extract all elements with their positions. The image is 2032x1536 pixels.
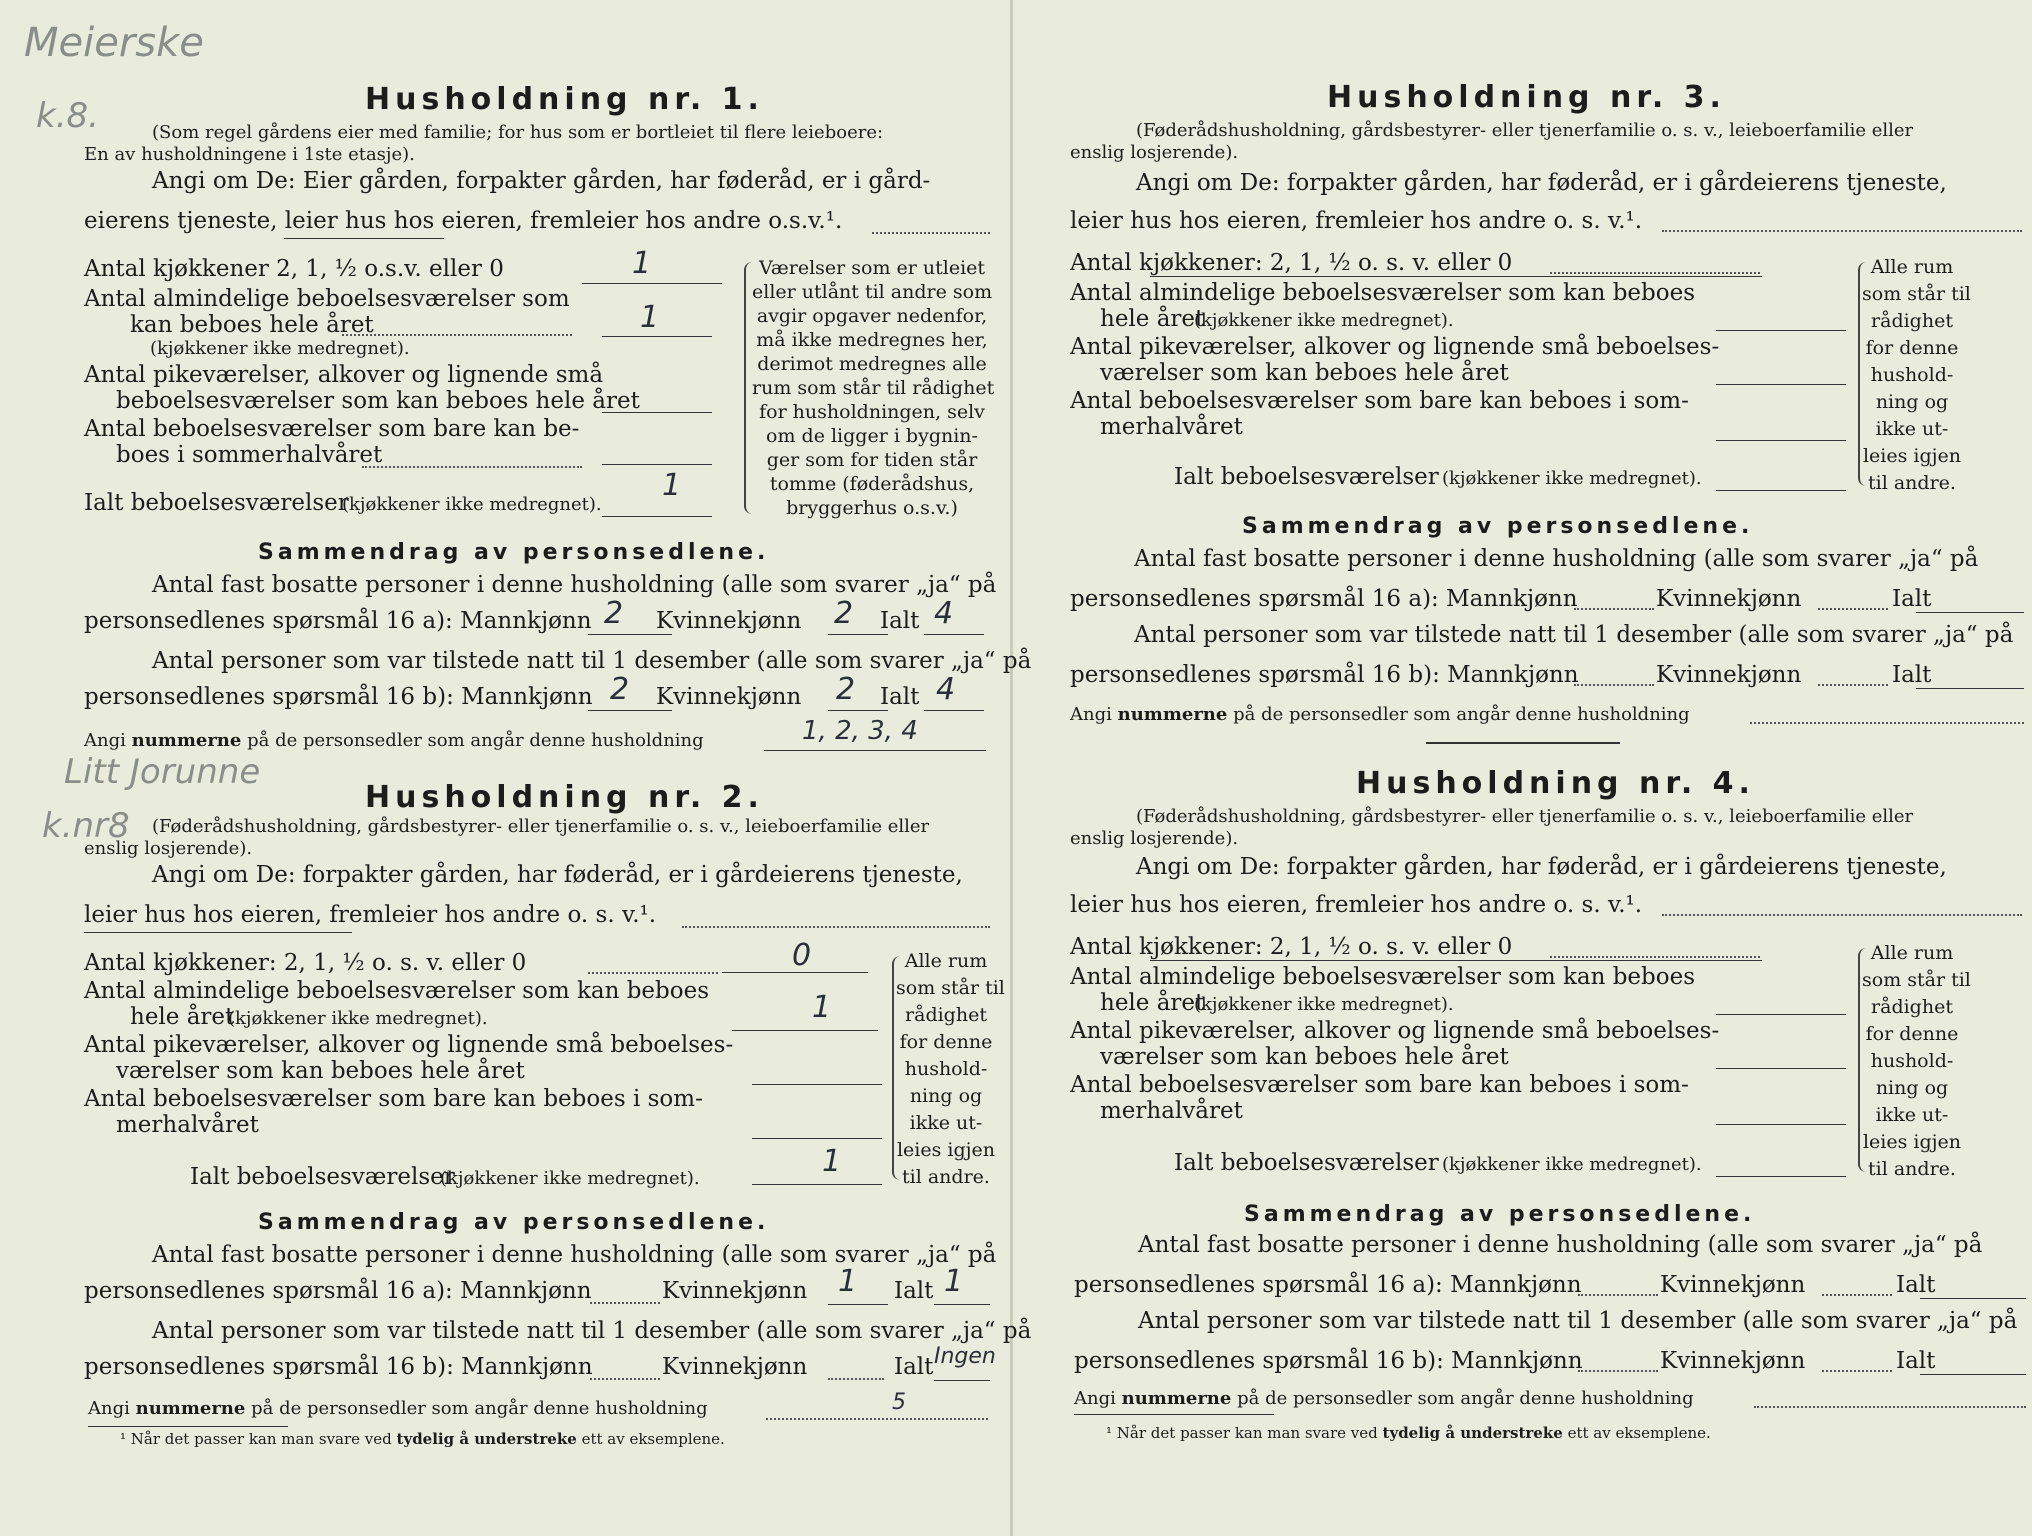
note-line: tomme (føderådshus, [769, 473, 975, 495]
total-rooms-value: 1 [662, 468, 682, 503]
fill-line [1716, 1068, 1846, 1069]
rooms-label: kan beboes hele året [130, 312, 374, 338]
total-rooms-note: (kjøkkener ikke medregnet). [1442, 468, 1702, 489]
rooms-label: Antal almindelige beboelsesværelser som kan beboes [1070, 964, 1696, 990]
left-page [22, 0, 1032, 1536]
total-rooms-note: (kjøkkener ikke medregnet). [342, 494, 602, 515]
fill-line [1716, 440, 1846, 441]
fill-line [590, 1302, 660, 1304]
summary-text: Antal fast bosatte personer i denne husholdning (alle som svarer „ja“ på [152, 1242, 997, 1268]
summary-text: personsedlenes spørsmål 16 a): Mannkjønn [84, 1278, 592, 1304]
fill-line [1150, 276, 1762, 277]
fill-line [1716, 490, 1846, 491]
summary-title: Sammendrag av personsedlene. [258, 540, 770, 565]
rooms-label: hele året [1100, 306, 1205, 332]
fill-line [1716, 1124, 1846, 1125]
fill-line [934, 1304, 990, 1305]
underline-mark [84, 932, 352, 933]
note-line: rum som står til rådighet [752, 377, 995, 399]
summer-rooms-label: Antal beboelsesværelser som bare kan beboes i som- [84, 1086, 703, 1112]
numbers-text: på de personsedler som angår denne husholdning [1233, 704, 1690, 725]
fill-line [1550, 956, 1760, 958]
female-label: Kvinnekjønn [662, 1278, 808, 1304]
margin-note: k.8. [36, 96, 99, 136]
footnote-keyword: tydelig å understreke [396, 1430, 577, 1448]
side-note [896, 948, 1005, 1191]
numbers-text: på de personsedler som angår denne husholdning [1237, 1388, 1694, 1409]
total-label: Ialt [880, 684, 920, 710]
summary-text: personsedlenes spørsmål 16 b): Mannkjønn [84, 684, 593, 710]
numbers-label [1070, 704, 1690, 725]
note-line: derimot medregnes alle [757, 353, 987, 375]
total-rooms-label: Ialt beboelsesværelser [190, 1164, 455, 1190]
summary-text: personsedlenes spørsmål 16 a): Mannkjønn [1070, 586, 1578, 612]
fill-line [602, 412, 712, 413]
fill-line [1550, 272, 1760, 274]
fill-line [1750, 722, 2024, 724]
fill-line [828, 634, 888, 635]
numbers-text: Angi [1074, 1388, 1116, 1409]
rooms-label: hele året [1100, 990, 1205, 1016]
small-rooms-label: Antal pikeværelser, alkover og lignende små [84, 362, 604, 388]
small-rooms-label: værelser som kan beboes hele året [1100, 1044, 1509, 1070]
fill-line [934, 1380, 990, 1381]
margin-note: Meierske [24, 20, 204, 66]
note-line: som står til [1862, 283, 1971, 305]
household-3-intro: (Føderådshusholdning, gårdsbestyrer- eller tjenerfamilie o. s. v., leieboerfamilie eller [1136, 120, 1914, 141]
numbers-value: 1, 2, 3, 4 [802, 716, 918, 746]
footnote-text: ett av eksemplene. [1567, 1424, 1711, 1442]
fill-line [1150, 960, 1762, 961]
margin-note: k.nr8 [42, 806, 130, 846]
fill-line [752, 1184, 882, 1185]
angi-text: Angi om De: Eier gården, forpakter gården, har føderåd, er i gård- [152, 168, 931, 194]
summary-text: Antal fast bosatte personer i denne husholdning (alle som svarer „ja“ på [152, 572, 997, 598]
summary-text: personsedlenes spørsmål 16 b): Mannkjønn [1070, 662, 1579, 688]
numbers-value: 5 [892, 1390, 906, 1415]
angi-text: leier hus hos eieren, fremleier hos andre o. s. v.¹. [1070, 892, 1643, 918]
rooms-label: Antal almindelige beboelsesværelser som [84, 286, 570, 312]
fill-line [588, 972, 718, 974]
right-page [1050, 0, 2018, 1536]
total-rooms-label: Ialt beboelsesværelser [84, 490, 349, 516]
household-3-title: Husholdning nr. 3. [1327, 80, 1726, 115]
household-4-intro: enslig losjerende). [1070, 828, 1239, 849]
small-rooms-label: beboelsesværelser som kan beboes hele året [116, 388, 640, 414]
household-2-intro: (Føderådshusholdning, gårdsbestyrer- eller tjenerfamilie o. s. v., leieboerfamilie eller [152, 816, 930, 837]
fill-line [1754, 1406, 2026, 1408]
female-label: Kvinnekjønn [662, 1354, 808, 1380]
fill-line [682, 926, 990, 928]
summer-rooms-label: merhalvåret [1100, 1098, 1243, 1124]
note-line: til andre. [1868, 472, 1956, 494]
summer-rooms-label: Antal beboelsesværelser som bare kan beboes i som- [1070, 1072, 1689, 1098]
household-2-title: Husholdning nr. 2. [365, 780, 764, 815]
female-label: Kvinnekjønn [1656, 662, 1802, 688]
note-line: leies igjen [1862, 1131, 1962, 1153]
footnote-keyword: tydelig å understreke [1382, 1424, 1563, 1442]
summary-text: personsedlenes spørsmål 16 a): Mannkjønn [84, 608, 592, 634]
fill-line [1822, 1370, 1892, 1372]
numbers-text: på de personsedler som angår denne husholdning [251, 1398, 708, 1419]
total-label: Ialt [880, 608, 920, 634]
fill-line [828, 1304, 888, 1305]
kitchens-label: Antal kjøkkener: 2, 1, ½ o. s. v. eller 0 [1070, 934, 1513, 960]
rooms-note: (kjøkkener ikke medregnet). [150, 338, 410, 359]
household-4-title: Husholdning nr. 4. [1356, 766, 1755, 801]
fill-line [590, 1378, 660, 1380]
fill-line [1920, 1374, 2026, 1375]
household-1-intro: En av husholdningene i 1ste etasje). [84, 144, 415, 165]
note-line: for denne [1865, 1023, 1959, 1045]
summary-text: Antal personer som var tilstede natt til 1 desember (alle som svarer „ja“ på [152, 648, 1032, 674]
note-line: må ikke medregnes her, [756, 329, 988, 351]
numbers-label [84, 730, 704, 751]
fill-line [1822, 1294, 1892, 1296]
kitchens-value: 1 [632, 246, 652, 281]
numbers-keyword: nummerne [1117, 704, 1228, 725]
total-rooms-value: 1 [822, 1144, 842, 1179]
angi-text: leier hus hos eieren, fremleier hos andre o. s. v.¹. [1070, 208, 1643, 234]
female-label: Kvinnekjønn [656, 608, 802, 634]
note-line: Værelser som er utleiet [758, 257, 986, 279]
fill-line [1716, 1014, 1846, 1015]
note-line: ning og [1875, 391, 1949, 413]
kitchens-label: Antal kjøkkener: 2, 1, ½ o. s. v. eller 0 [84, 950, 527, 976]
summary-text: personsedlenes spørsmål 16 b): Mannkjønn [1074, 1348, 1583, 1374]
summer-rooms-label: Antal beboelsesværelser som bare kan beboes i som- [1070, 388, 1689, 414]
summary-title: Sammendrag av personsedlene. [1242, 514, 1754, 539]
fill-line [602, 464, 712, 465]
household-2-intro: enslig losjerende). [84, 838, 253, 859]
small-rooms-label: Antal pikeværelser, alkover og lignende små beboelses- [84, 1032, 734, 1058]
summary-text: Antal fast bosatte personer i denne husholdning (alle som svarer „ja“ på [1138, 1232, 1983, 1258]
angi-text: Angi om De: forpakter gården, har føderåd, er i gårdeierens tjeneste, [1136, 854, 1947, 880]
male-count: 2 [610, 672, 630, 707]
summer-rooms-label: merhalvåret [1100, 414, 1243, 440]
fill-line [924, 634, 984, 635]
total-count: 4 [934, 596, 954, 631]
small-rooms-label: Antal pikeværelser, alkover og lignende små beboelses- [1070, 1018, 1720, 1044]
summary-text: Antal personer som var tilstede natt til 1 desember (alle som svarer „ja“ på [152, 1318, 1032, 1344]
footnote-rule [1074, 1414, 1274, 1415]
fill-line [1716, 330, 1846, 331]
fill-line [1574, 608, 1654, 610]
total-rooms-note: (kjøkkener ikke medregnet). [440, 1168, 700, 1189]
note-line: som står til [1862, 969, 1971, 991]
numbers-keyword: nummerne [135, 1398, 246, 1419]
summary-text: Antal personer som var tilstede natt til 1 desember (alle som svarer „ja“ på [1138, 1308, 2018, 1334]
fill-line [732, 1030, 878, 1031]
angi-text: Angi om De: forpakter gården, har føderåd, er i gårdeierens tjeneste, [152, 862, 963, 888]
note-line: om de ligger i bygnin- [766, 425, 978, 447]
note-line: leies igjen [1862, 445, 1962, 467]
fill-line [1818, 608, 1888, 610]
note-line: rådighet [1871, 310, 1953, 332]
note-line: rådighet [905, 1004, 987, 1026]
male-count: 2 [604, 596, 624, 631]
angi-text: Angi om De: forpakter gården, har føderåd, er i gårdeierens tjeneste, [1136, 170, 1947, 196]
fill-line [362, 466, 582, 468]
note-line: leies igjen [896, 1139, 996, 1161]
numbers-label [88, 1398, 708, 1419]
household-4-intro: (Føderådshusholdning, gårdsbestyrer- eller tjenerfamilie o. s. v., leieboerfamilie eller [1136, 806, 1914, 827]
note-line: eller utlånt til andre som [752, 281, 993, 303]
angi-text: eierens tjeneste, leier hus hos eieren, fremleier hos andre o.s.v.¹. [84, 208, 843, 234]
numbers-label [1074, 1388, 1694, 1409]
fill-line [828, 1378, 884, 1380]
fill-line [602, 516, 712, 517]
summer-rooms-label: Antal beboelsesværelser som bare kan be- [84, 416, 580, 442]
underline-mark [284, 238, 444, 239]
summary-text: Antal personer som var tilstede natt til 1 desember (alle som svarer „ja“ på [1134, 622, 2014, 648]
total-label: Ialt [1892, 662, 1932, 688]
fill-line [752, 1138, 882, 1139]
female-count: 2 [834, 596, 854, 631]
total-rooms-label: Ialt beboelsesværelser [1174, 464, 1439, 490]
angi-text: leier hus hos eieren, fremleier hos andre o. s. v.¹. [84, 902, 657, 928]
fill-line [1916, 612, 2024, 613]
total-rooms-label: Ialt beboelsesværelser [1174, 1150, 1439, 1176]
fill-line [1716, 384, 1846, 385]
numbers-text: Angi [84, 730, 126, 751]
household-3-intro: enslig losjerende). [1070, 142, 1239, 163]
summary-text: personsedlenes spørsmål 16 a): Mannkjønn [1074, 1272, 1582, 1298]
total-count: 4 [936, 672, 956, 707]
fill-line [342, 334, 572, 336]
total-label: Ialt [1896, 1348, 1936, 1374]
summary-title: Sammendrag av personsedlene. [1244, 1202, 1756, 1227]
numbers-text: Angi [88, 1398, 130, 1419]
female-label: Kvinnekjønn [656, 684, 802, 710]
note-line: ger som for tiden står [766, 449, 978, 471]
total-label: Ialt [894, 1278, 934, 1304]
margin-note: Litt Jorunne [64, 752, 261, 792]
page-fold [1010, 0, 1013, 1536]
fill-line [582, 283, 722, 284]
numbers-text: Angi [1070, 704, 1112, 725]
note-line: som står til [896, 977, 1005, 999]
fill-line [1662, 230, 2022, 232]
female-count: 1 [838, 1264, 858, 1299]
kitchens-label: Antal kjøkkener 2, 1, ½ o.s.v. eller 0 [84, 256, 504, 282]
fill-line [1920, 1298, 2026, 1299]
summary-text: personsedlenes spørsmål 16 b): Mannkjønn [84, 1354, 593, 1380]
fill-line [1662, 914, 2022, 916]
note-line: for husholdningen, selv [759, 401, 985, 423]
rooms-note: (kjøkkener ikke medregnet). [1194, 994, 1454, 1015]
total-label: Ialt [1892, 586, 1932, 612]
fill-line [588, 710, 672, 711]
rooms-value: 1 [640, 300, 660, 335]
footnote-text: ¹ Når det passer kan man svare ved [120, 1430, 392, 1448]
household-1-title: Husholdning nr. 1. [365, 82, 764, 117]
side-note [1862, 254, 1971, 497]
total-label: Ialt [894, 1354, 934, 1380]
note-line: hushold- [904, 1058, 988, 1080]
summary-title: Sammendrag av personsedlene. [258, 1210, 770, 1235]
footnote-rule [88, 1426, 288, 1427]
note-line: rådighet [1871, 996, 1953, 1018]
fill-line [872, 232, 990, 234]
note-line: til andre. [902, 1166, 990, 1188]
female-count: 2 [836, 672, 856, 707]
note-line: Alle rum [1870, 256, 1954, 278]
total-label: Ialt [1896, 1272, 1936, 1298]
kitchens-value: 0 [792, 938, 812, 973]
rooms-note: (kjøkkener ikke medregnet). [1194, 310, 1454, 331]
fill-line [766, 1418, 988, 1420]
note-line: ikke ut- [1875, 418, 1949, 440]
female-label: Kvinnekjønn [1656, 586, 1802, 612]
total-rooms-note: (kjøkkener ikke medregnet). [1442, 1154, 1702, 1175]
summary-text: Antal fast bosatte personer i denne husholdning (alle som svarer „ja“ på [1134, 546, 1979, 572]
summer-rooms-label: merhalvåret [116, 1112, 259, 1138]
small-rooms-label: værelser som kan beboes hele året [1100, 360, 1509, 386]
note-line: ikke ut- [909, 1112, 983, 1134]
fill-line [1578, 1370, 1658, 1372]
note-line: til andre. [1868, 1158, 1956, 1180]
side-note [752, 256, 995, 520]
fill-line [1916, 688, 2024, 689]
rooms-note: (kjøkkener ikke medregnet). [228, 1008, 488, 1029]
numbers-keyword: nummerne [1121, 1388, 1232, 1409]
side-note [1862, 940, 1971, 1183]
fill-line [1818, 684, 1888, 686]
note-line: ning og [1875, 1077, 1949, 1099]
total-count: 1 [944, 1264, 964, 1299]
fill-line [924, 710, 984, 711]
note-line: hushold- [1870, 1050, 1954, 1072]
fill-line [1574, 684, 1654, 686]
fill-line [1578, 1294, 1658, 1296]
fill-line [602, 336, 712, 337]
numbers-keyword: nummerne [131, 730, 242, 751]
footnote-text: ett av eksemplene. [581, 1430, 725, 1448]
kitchens-label: Antal kjøkkener: 2, 1, ½ o. s. v. eller 0 [1070, 250, 1513, 276]
note-line: ikke ut- [1875, 1104, 1949, 1126]
rooms-value: 1 [812, 990, 832, 1025]
note-line: ning og [909, 1085, 983, 1107]
total-count: Ingen [934, 1344, 996, 1369]
female-label: Kvinnekjønn [1660, 1272, 1806, 1298]
note-line: Alle rum [904, 950, 988, 972]
summer-rooms-label: boes i sommerhalvåret [116, 442, 383, 468]
note-line: for denne [1865, 337, 1959, 359]
note-line: Alle rum [1870, 942, 1954, 964]
rooms-label: Antal almindelige beboelsesværelser som kan beboes [1070, 280, 1696, 306]
note-line: bryggerhus o.s.v.) [786, 497, 958, 519]
fill-line [588, 634, 672, 635]
fill-line [764, 750, 986, 751]
footnote-text: ¹ Når det passer kan man svare ved [1106, 1424, 1378, 1442]
numbers-text: på de personsedler som angår denne husholdning [247, 730, 704, 751]
fill-line [752, 1084, 882, 1085]
note-line: for denne [899, 1031, 993, 1053]
household-1-intro: (Som regel gårdens eier med familie; for hus som er bortleiet til flere leieboere: [152, 122, 884, 143]
small-rooms-label: Antal pikeværelser, alkover og lignende små beboelses- [1070, 334, 1720, 360]
note-line: avgir opgaver nedenfor, [756, 305, 988, 327]
footnote [120, 1430, 725, 1448]
note-line: hushold- [1870, 364, 1954, 386]
rooms-label: hele året [130, 1004, 235, 1030]
small-rooms-label: værelser som kan beboes hele året [116, 1058, 525, 1084]
footnote [1106, 1424, 1711, 1442]
fill-line [1716, 1176, 1846, 1177]
rooms-label: Antal almindelige beboelsesværelser som kan beboes [84, 978, 710, 1004]
female-label: Kvinnekjønn [1660, 1348, 1806, 1374]
section-divider [1426, 742, 1620, 744]
fill-line [828, 710, 888, 711]
